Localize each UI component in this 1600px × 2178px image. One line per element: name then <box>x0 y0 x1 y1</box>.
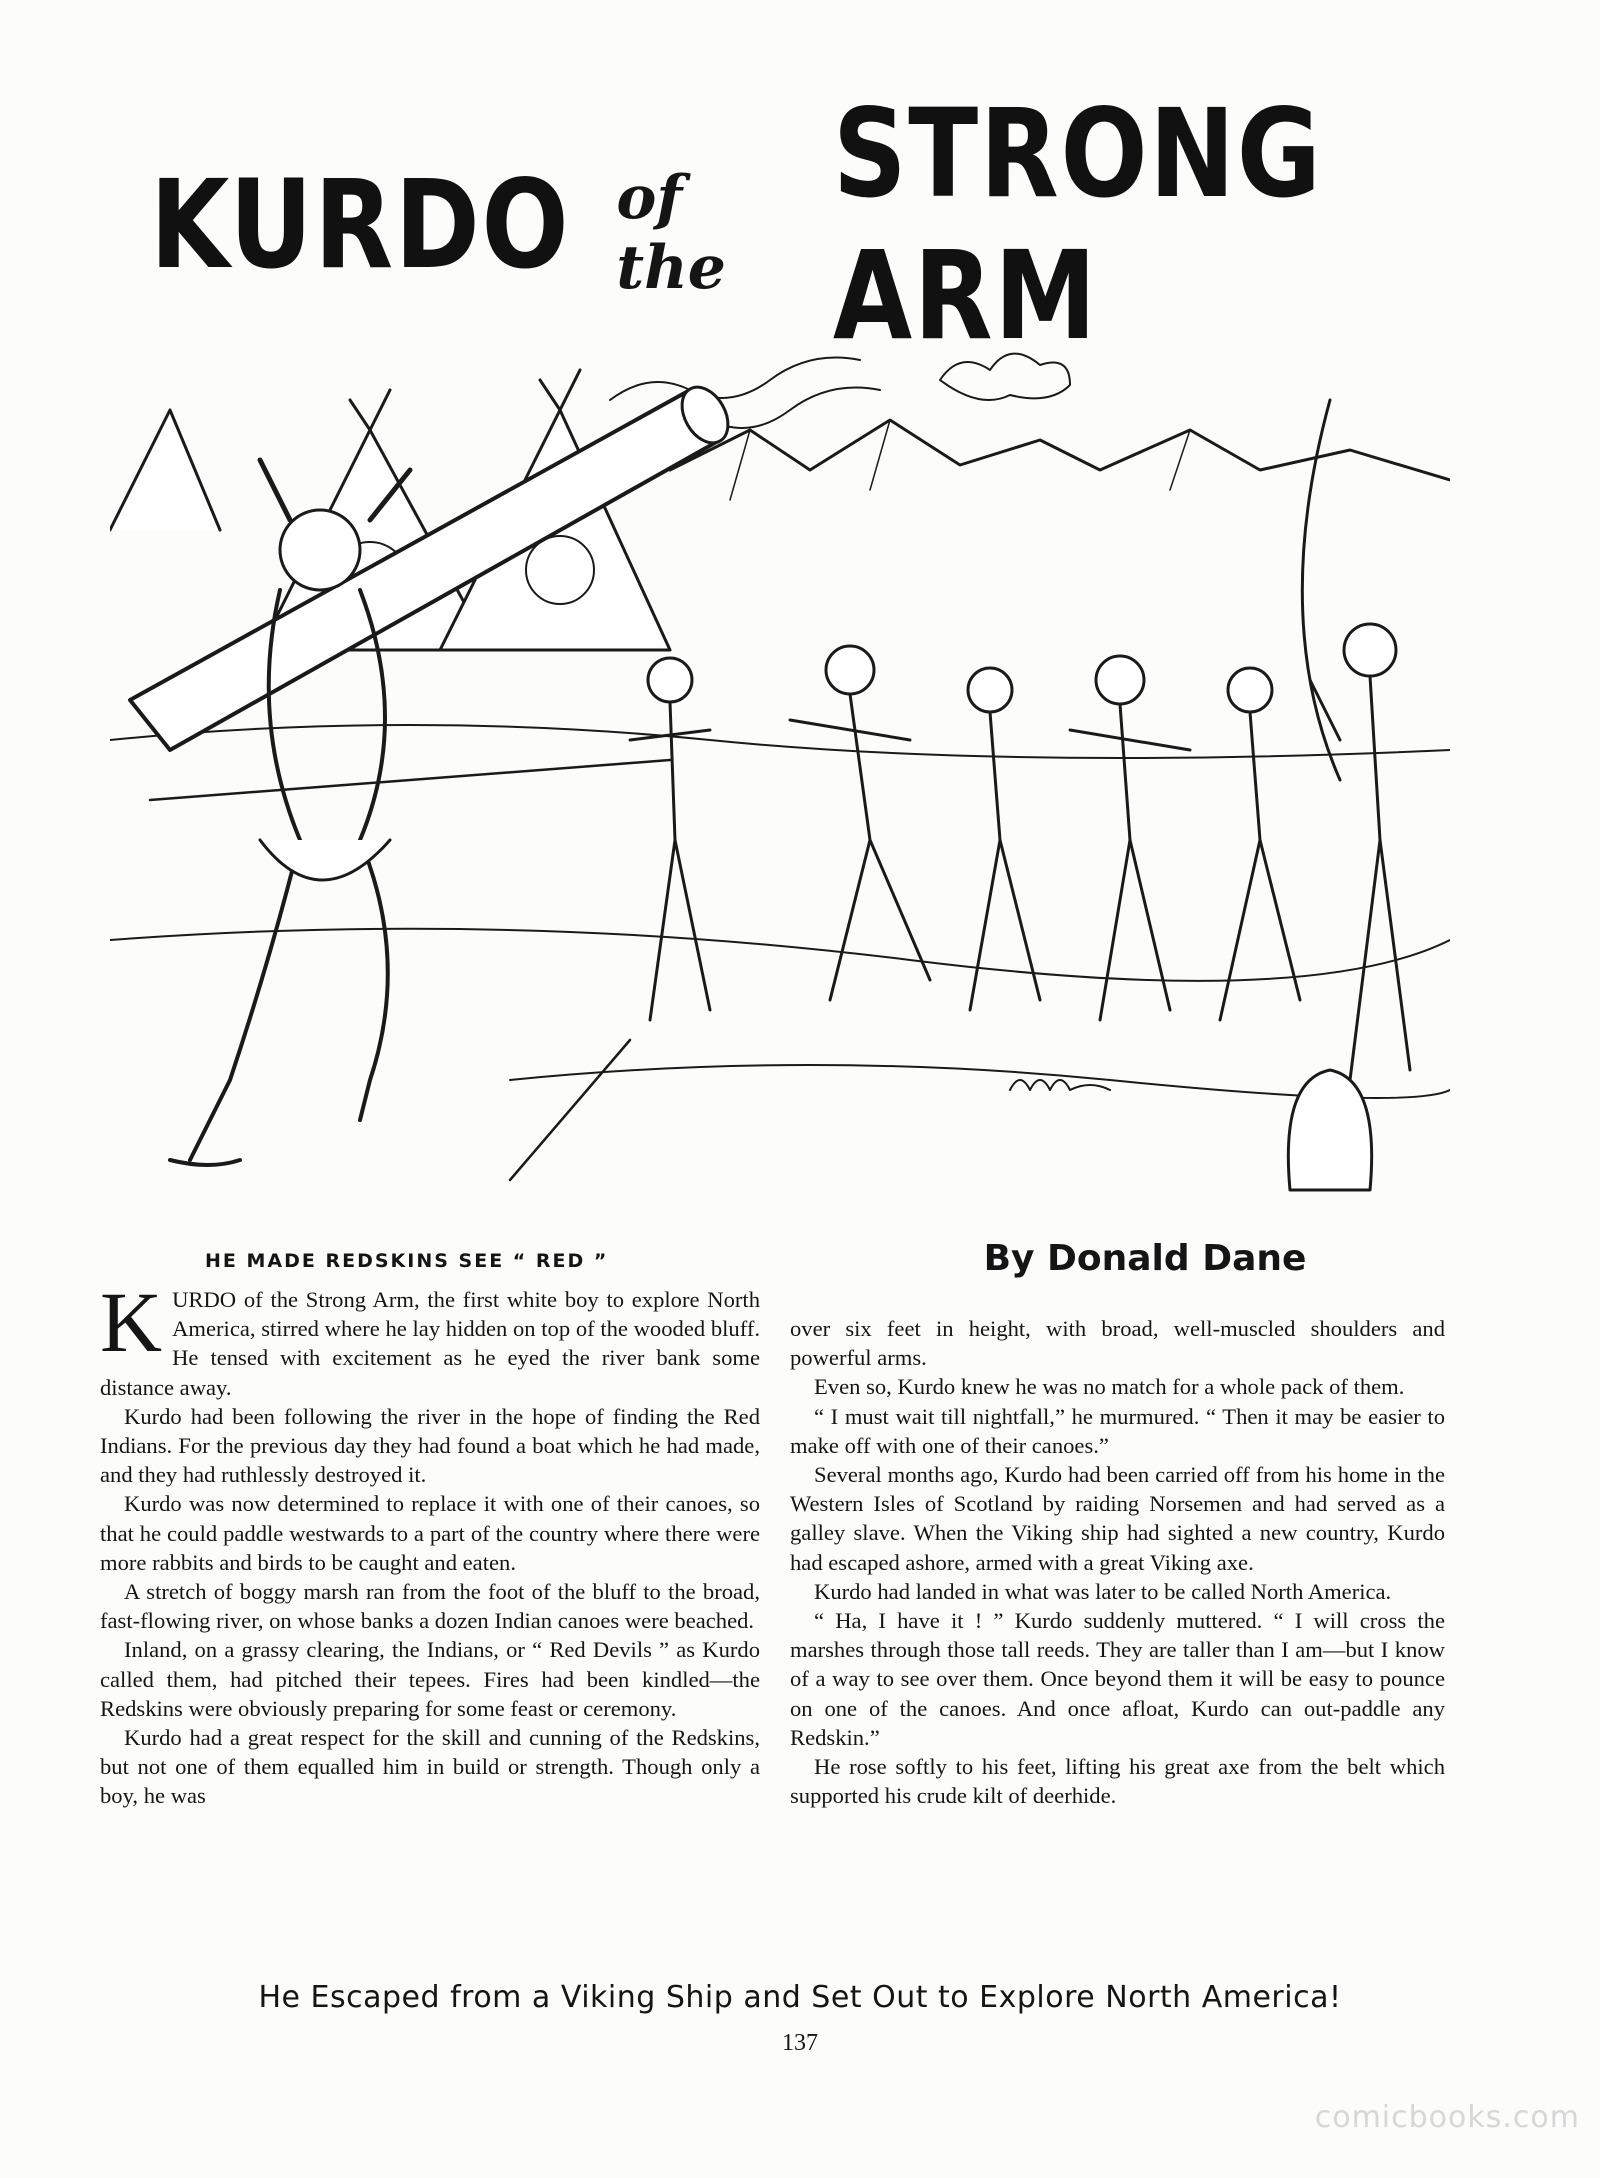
text-column-left <box>100 1285 760 1965</box>
paragraph: Even so, Kurdo knew he was no match for a whole pack of them. <box>814 1374 1405 1400</box>
paragraph-text: URDO of the Strong Arm, the first white boy to explore North America, stirred where he lay hidden on top of the wooded bluff. He tensed with excitement as he eyed the river bank some distance away. <box>100 1287 760 1400</box>
paragraph: Kurdo was now determined to replace it with one of their canoes, so that he could paddle westwards to a part of the country where there were more rabbits and birds to be caught and eaten. <box>100 1491 760 1575</box>
paragraph: over six feet in height, with broad, well-muscled shoulders and powerful arms. <box>790 1316 1445 1371</box>
story-title <box>110 83 1440 367</box>
paragraph: A stretch of boggy marsh ran from the foot of the bluff to the broad, fast-flowing river, on whose banks a dozen Indian canoes were beached. <box>100 1579 760 1634</box>
title-part-kurdo: KURDO <box>150 154 571 296</box>
title-part-strong-arm: STRONG ARM <box>832 83 1323 367</box>
text-column-right <box>790 1314 1445 1994</box>
paragraph: He rose softly to his feet, lifting his great axe from the belt which supported his crude kilt of deerhide. <box>790 1754 1445 1809</box>
page-number: 137 <box>782 2030 818 2056</box>
artist-signature <box>1010 1080 1110 1090</box>
arrow-in-ground <box>510 1040 630 1180</box>
paragraph: Kurdo had landed in what was later to be called North America. <box>814 1578 1392 1604</box>
paragraph: Kurdo had been following the river in the hope of finding the Red Indians. For the previous day they had found a boat which he had made, and they had ruthlessly destroyed it. <box>100 1403 760 1488</box>
story-illustration <box>110 320 1450 1210</box>
rock <box>1288 1070 1371 1190</box>
paragraph: Kurdo had a great respect for the skill and cunning of the Redskins, but not one of them equalled him in build or strength. Though only a boy, he was <box>100 1725 760 1809</box>
paragraph: “ Ha, I have it ! ” Kurdo suddenly muttered. “ I will cross the marshes through those tall reeds. They are taller than I am—but I know of a way to see over them. Once beyond them it will be easy to pounce on one of the canoes. And once afloat, Kurdo can out-paddle any Redskin.” <box>790 1608 1445 1750</box>
paragraph: Several months ago, Kurdo had been carried off from his home in the Western Isles of Scotland by raiding Norsemen and had served as a galley slave. When the Viking ship had sighted a new country, Kurdo had escaped ashore, armed with a great Viking axe. <box>790 1462 1445 1575</box>
title-part-of-the: of the <box>616 163 726 303</box>
paragraph <box>100 1285 760 1402</box>
drop-cap: K <box>100 1285 163 1370</box>
author-byline: By Donald Dane <box>983 1238 1307 1279</box>
story-tagline: He Escaped from a Viking Ship and Set Out to Explore North America! <box>258 1980 1342 2015</box>
illustration-drawing <box>110 320 1450 1210</box>
mountain-ridge <box>670 420 1450 480</box>
watermark-text: comicbooks.com <box>1314 2100 1580 2135</box>
paragraph: Inland, on a grassy clearing, the Indians, or “ Red Devils ” as Kurdo called them, had pitched their tepees. Fires had been kindled—the Redskins were obviously preparing for some feast or ceremony. <box>100 1637 760 1721</box>
kurdo-head <box>280 510 360 590</box>
story-subhead: HE MADE REDSKINS SEE “ RED ” <box>205 1250 609 1272</box>
cloud <box>940 354 1070 400</box>
paragraph: “ I must wait till nightfall,” he murmured. “ Then it may be easier to make off with one of their canoes.” <box>790 1403 1445 1458</box>
